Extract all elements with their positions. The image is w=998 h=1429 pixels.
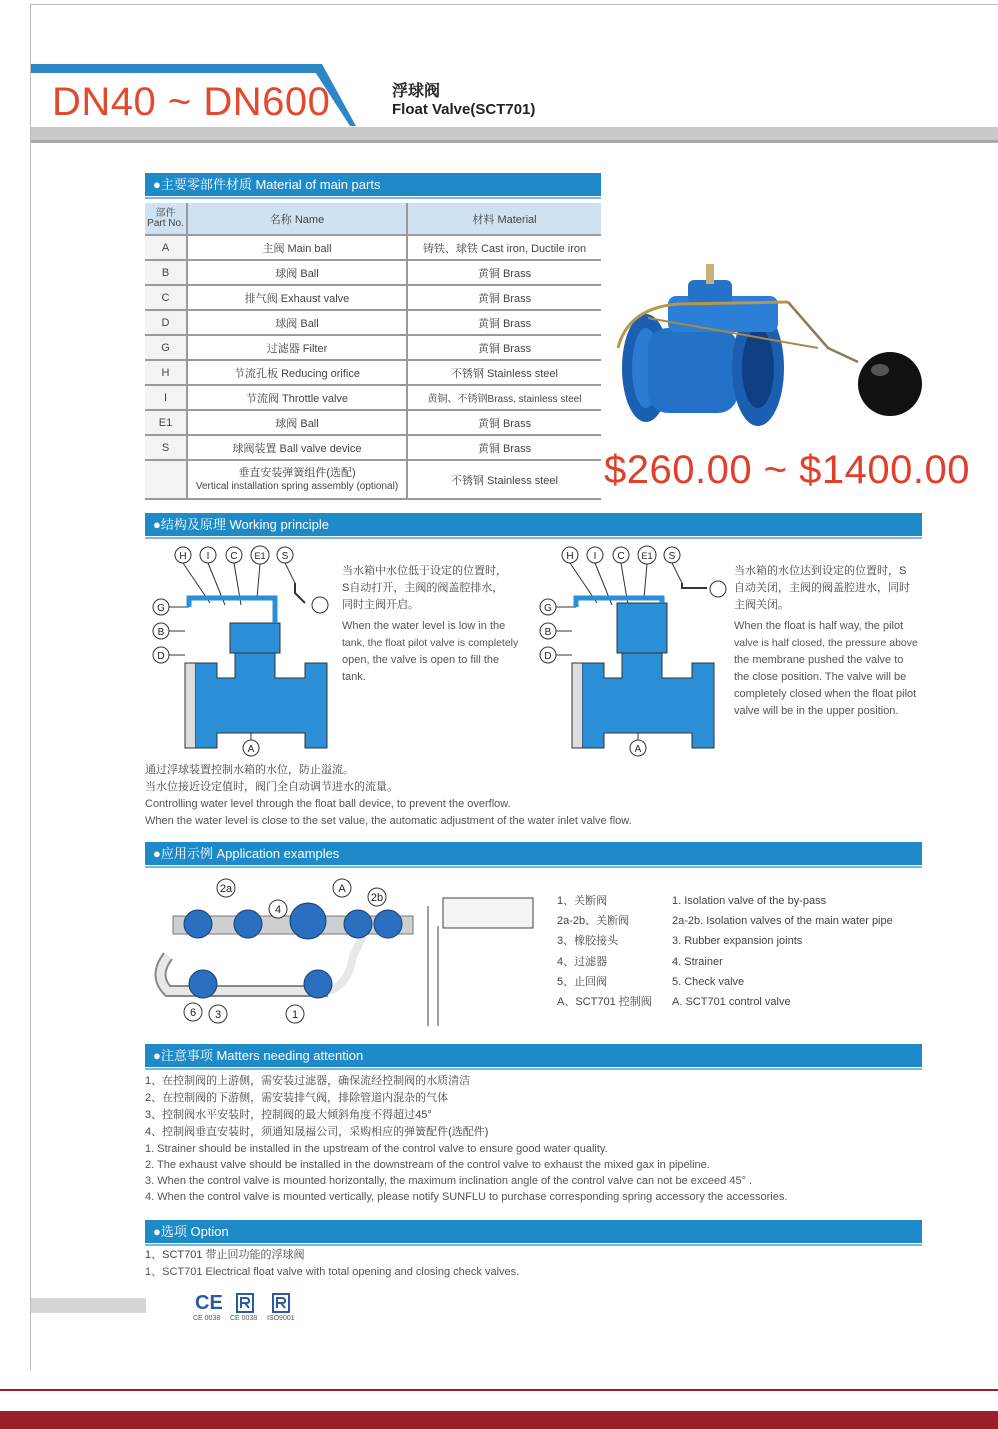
part-name: 球阀 Ball <box>187 260 407 285</box>
part-material: 不锈钢 Stainless steel <box>407 360 601 385</box>
section-title-materials: ●主要零部件材质 Material of main parts <box>145 173 601 196</box>
label-G: G <box>157 603 165 614</box>
product-title-en: Float Valve(SCT701) <box>392 101 536 118</box>
label-H: H <box>566 551 574 562</box>
table-row <box>145 285 601 310</box>
part-name: 垂直安装弹簧组件(选配) Vertical installation spring assembly (optional) <box>187 460 407 499</box>
label-G: G <box>544 603 552 614</box>
closed-description: 当水箱的水位达到设定的位置时，S 自动关闭，主阀的阀盖腔进水，同时 主阀关闭。 When the float is half way, the pilot valve is half closed, the pressure above the membrane pushed the valve to the close position. The valve will be completely closed when the float pilot valve will be in the upper position. <box>734 565 918 717</box>
size-range: DN40 ~ DN600 <box>52 80 331 124</box>
footer-line <box>0 1389 998 1391</box>
app-label-2b: 2b <box>370 892 384 904</box>
section-title-working: ●结构及原理 Working principle <box>145 513 922 536</box>
label-S: S <box>281 551 289 562</box>
label-B: B <box>157 627 165 638</box>
header-grey-line <box>31 140 998 143</box>
diagram-valve-open <box>145 543 335 758</box>
part-name: 节流阀 Throttle valve <box>187 385 407 410</box>
cert-label: CE 0038 <box>230 1315 258 1322</box>
label-H: H <box>179 551 187 562</box>
ce-mark-icon: CE <box>195 1292 223 1314</box>
app-label-3: 3 <box>214 1009 222 1021</box>
table-row <box>145 360 601 385</box>
app-label-1: 1 <box>291 1009 299 1021</box>
part-material: 黄铜 Brass <box>407 410 601 435</box>
option-list: 1、SCT701 带止回功能的浮球阀 1、SCT701 Electrical float valve with total opening and closing check valves. <box>145 1249 520 1278</box>
part-no: D <box>145 310 187 335</box>
table-row <box>145 260 601 285</box>
label-I: I <box>206 551 210 562</box>
label-C: C <box>230 551 238 562</box>
materials-table <box>145 203 601 500</box>
part-no <box>145 460 187 499</box>
table-row <box>145 460 601 499</box>
part-material: 黄铜 Brass <box>407 260 601 285</box>
app-label-A: A <box>338 883 346 895</box>
part-name: 球阀 Ball <box>187 410 407 435</box>
cert-label: CE 0038 <box>193 1315 221 1322</box>
part-name: 主阀 Main ball <box>187 235 407 260</box>
header-part-no: 部件 Part No. <box>145 203 187 235</box>
label-S: S <box>668 551 676 562</box>
part-name: 节流孔板 Reducing orifice <box>187 360 407 385</box>
table-row <box>145 385 601 410</box>
part-no: E1 <box>145 410 187 435</box>
part-material: 不锈钢 Stainless steel <box>407 460 601 499</box>
table-row <box>145 335 601 360</box>
part-name: 过滤器 Filter <box>187 335 407 360</box>
cert-label: ISO9001 <box>267 1315 295 1322</box>
part-no: G <box>145 335 187 360</box>
label-A: A <box>247 744 255 755</box>
attention-list: 1、在控制阀的上游侧，需安装过滤器，确保流经控制阀的水质清洁 2、在控制阀的下游侧，需安装排气阀，排除管道内混杂的气体 3、控制阀水平安装时，控制阀的最大倾斜角度不得超过45° 4、控制阀垂直安装时，须通知晟福公司，采购相应的弹簧配件(选配件) 1. Strainer should be installed in the upstream of the control valve to ensure good water quality. 2. The exhaust valve should be installed in the downstream of the control valve to exhaust the mixed gax in pipeline. 3. When the control valve is mounted horizontally, the maximum inclination angle of the control valve can not be exceed 45° . 4. When the control valve is mounted vertically, please notify SUNFLU to purchase corresponding spring accessory the accessories. <box>145 1075 788 1203</box>
application-legend-en: 1. Isolation valve of the by-pass 2a-2b. Isolation valves of the main water pipe 3. Rubber expansion joints 4. Strainer 5. Check valve A. SCT701 control valve <box>672 895 893 1009</box>
header-name: 名称 Name <box>187 203 407 235</box>
table-row <box>145 435 601 460</box>
label-D: D <box>157 651 165 662</box>
app-label-4: 4 <box>274 904 282 916</box>
part-material: 黄铜 Brass <box>407 435 601 460</box>
part-name: 球阀装置 Ball valve device <box>187 435 407 460</box>
app-label-2a: 2a <box>219 883 233 895</box>
part-no: A <box>145 235 187 260</box>
application-diagram <box>148 876 548 1026</box>
part-no: H <box>145 360 187 385</box>
label-E1: E1 <box>254 551 266 561</box>
part-material: 黄铜 Brass <box>407 285 601 310</box>
label-C: C <box>617 551 625 562</box>
part-material: 黄铜、不锈钢Brass, stainless steel <box>407 385 601 410</box>
part-no: I <box>145 385 187 410</box>
header-material: 材料 Material <box>407 203 601 235</box>
product-title-cn: 浮球阀 <box>392 83 441 100</box>
footer-grey-block <box>31 1298 146 1313</box>
section-title-option: ●选项 Option <box>145 1220 922 1243</box>
part-no: C <box>145 285 187 310</box>
part-name: 排气阀 Exhaust valve <box>187 285 407 310</box>
part-material: 黄铜 Brass <box>407 310 601 335</box>
application-legend-cn: 1、关断阀 2a-2b、关断阀 3、橡胶接头 4、过滤器 5、止回阀 A、SCT701 控制阀 <box>557 895 652 1009</box>
table-row <box>145 410 601 435</box>
product-photo <box>608 258 928 430</box>
part-material: 铸铁、球铁 Cast iron, Ductile iron <box>407 235 601 260</box>
section-title-application: ●应用示例 Application examples <box>145 842 922 865</box>
label-E1: E1 <box>641 551 653 561</box>
section-title-attention: ●注意事项 Matters needing attention <box>145 1044 922 1067</box>
label-B: B <box>544 627 552 638</box>
price-range: $260.00 ~ $1400.00 <box>604 448 971 492</box>
label-D: D <box>544 651 552 662</box>
header-accent-bar <box>31 64 321 73</box>
footer-bar <box>0 1411 998 1429</box>
part-no: B <box>145 260 187 285</box>
iso-badge-icon <box>272 1293 290 1313</box>
app-label-6: 6 <box>189 1007 197 1019</box>
cert-badge-icon <box>236 1293 254 1313</box>
table-row <box>145 310 601 335</box>
table-header-row <box>145 203 601 235</box>
open-description: 当水箱中水位低于设定的位置时， S自动打开，主阀的阀盖腔排水， 同时主阀开启。 When the water level is low in the tank, the float pilot valve is completely open, the valve is open to fill the tank. <box>342 565 519 683</box>
part-material: 黄铜 Brass <box>407 335 601 360</box>
part-no: S <box>145 435 187 460</box>
label-I: I <box>593 551 597 562</box>
label-A: A <box>634 744 642 755</box>
table-row <box>145 235 601 260</box>
principle-summary: 通过浮球装置控制水箱的水位，防止溢流。 当水位接近设定值时，阀门全自动调节进水的流量。 Controlling water level through the float ball device, to prevent the overflow. When the water level is close to the set value, the automatic adjustment of the water inlet valve flow. <box>145 764 632 827</box>
diagram-valve-closed <box>532 543 727 758</box>
part-name: 球阀 Ball <box>187 310 407 335</box>
